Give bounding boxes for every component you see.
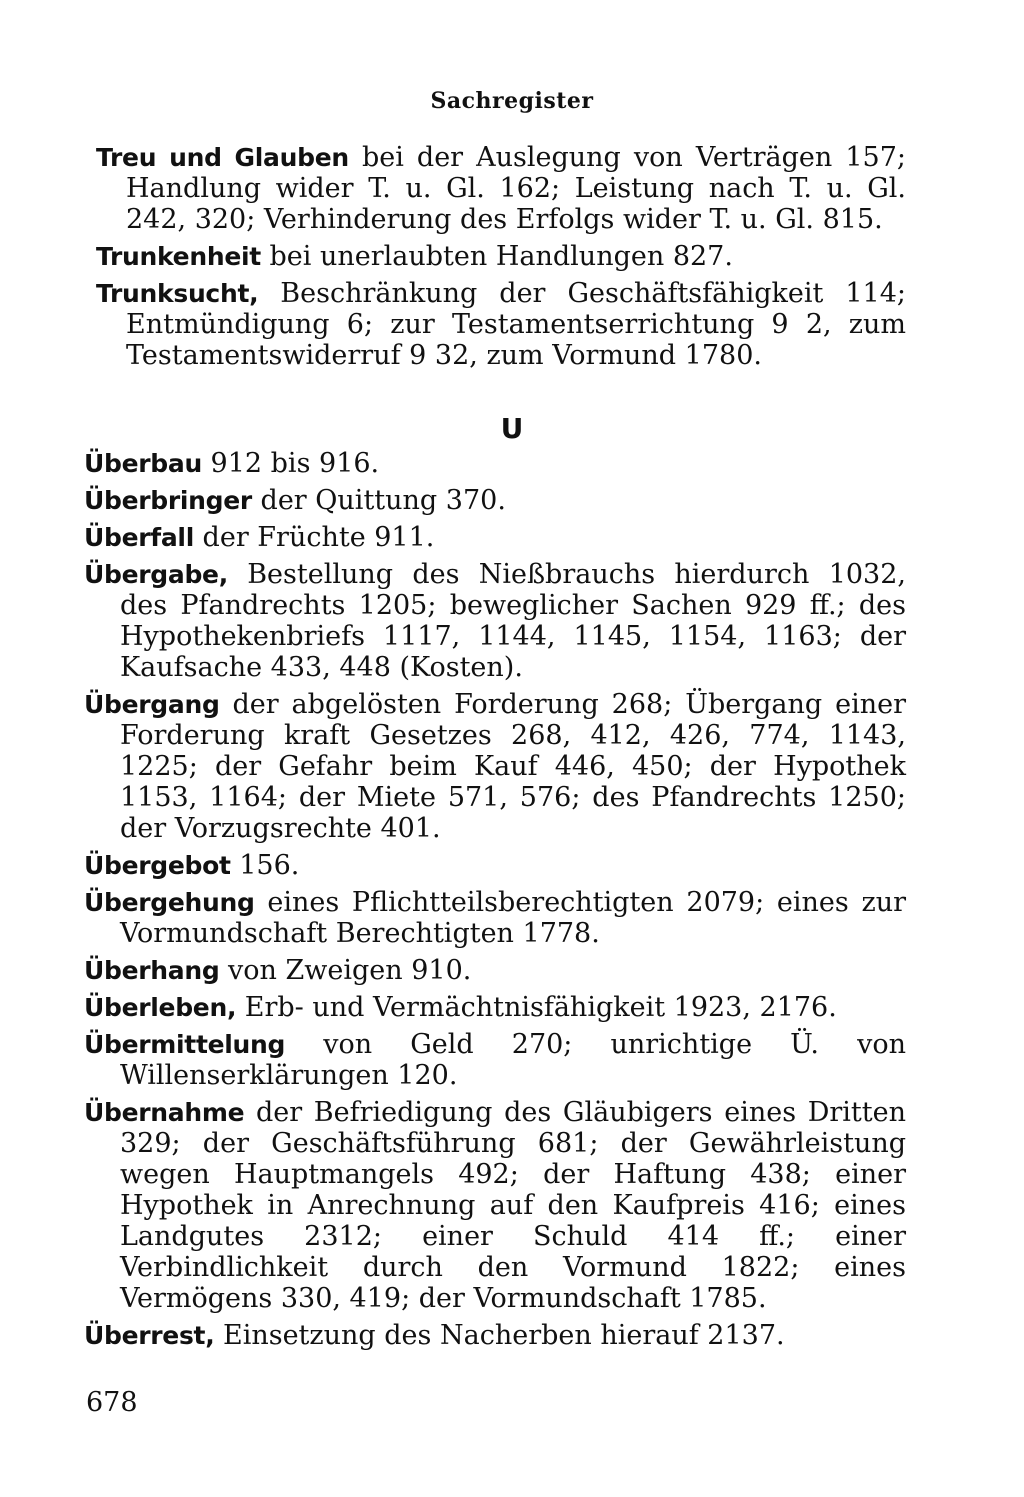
index-entry: [96, 142, 906, 235]
entry-references: der Befriedigung des Gläubigers eines Dritten 329; der Geschäftsführung 681; der Gewährleistung wegen Hauptmangels 492; der Haftung 438; einer Hypothek in Anrechnung auf den Kaufpreis 416; eines Landgutes 2312; einer Schuld 414 ff.; einer Verbindlichkeit durch den Vormund 1822; eines Vermögens 330, 419; der Vormundschaft 1785.: [120, 1097, 906, 1314]
running-head: Sachregister: [430, 88, 594, 114]
index-entry: [84, 485, 906, 516]
index-entry: [96, 278, 906, 371]
entry-headword: Überbringer: [84, 486, 252, 515]
index-entry: [84, 559, 906, 683]
entry-headword: Überbau: [84, 449, 202, 478]
entry-references: bei der Auslegung von Verträgen 157; Handlung wider T. u. Gl. 162; Leistung nach T. u. Gl. 242, 320; Verhinderung des Erfolgs wider T. u. Gl. 815.: [126, 142, 906, 235]
entry-references: 156.: [230, 850, 300, 881]
index-entry: [84, 522, 906, 553]
entry-references: Beschränkung der Geschäftsfähigkeit 114; Entmündigung 6; zur Testamentserrichtung 9 2, zum Testamentswiderruf 9 32, zum Vormund 1780.: [126, 278, 906, 371]
entry-headword: Überfall: [84, 523, 194, 552]
entry-headword: Übergabe,: [84, 560, 228, 589]
entry-headword: Trunkenheit: [96, 242, 261, 271]
entry-references: eines Pflichtteilsberechtigten 2079; eines zur Vormundschaft Berechtigten 1778.: [120, 887, 906, 949]
index-entry: [84, 689, 906, 844]
entry-references: Erb- und Vermächtnisfähigkeit 1923, 2176.: [236, 992, 837, 1023]
entry-references: von Zweigen 910.: [219, 955, 472, 986]
entry-references: 912 bis 916.: [201, 448, 380, 479]
index-entry: [84, 1320, 906, 1351]
entry-headword: Übergebot: [84, 851, 231, 880]
entry-headword: Überleben,: [84, 993, 237, 1022]
index-entry: [84, 992, 906, 1023]
entry-references: Einsetzung des Nacherben hierauf 2137.: [214, 1320, 785, 1351]
entry-headword: Überhang: [84, 956, 220, 985]
index-entry: [84, 850, 906, 881]
index-block-u: [84, 448, 906, 1357]
entry-headword: Überrest,: [84, 1321, 215, 1350]
entry-headword: Übernahme: [84, 1098, 245, 1127]
entry-references: der abgelösten Forderung 268; Übergang einer Forderung kraft Gesetzes 268, 412, 426, 774, 1143, 1225; der Gefahr beim Kauf 446, 450; der Hypothek 1153, 1164; der Miete 571, 576; des Pfandrechts 1250; der Vorzugsrechte 401.: [120, 689, 906, 844]
entry-references: bei unerlaubten Handlungen 827.: [260, 241, 733, 272]
entry-references: der Quittung 370.: [251, 485, 506, 516]
index-entry: [84, 448, 906, 479]
index-block-t: [84, 142, 906, 377]
entry-headword: Übergehung: [84, 888, 255, 917]
entry-headword: Trunksucht,: [96, 279, 259, 308]
index-entry: [84, 887, 906, 949]
index-entry: [84, 1029, 906, 1091]
entry-references: von Geld 270; unrichtige Ü. von Willenserklärungen 120.: [120, 1029, 906, 1091]
section-letter: U: [500, 412, 524, 445]
entry-headword: Übermittelung: [84, 1030, 286, 1059]
index-entry: [84, 1097, 906, 1314]
entry-references: Bestellung des Nießbrauchs hierdurch 1032, des Pfandrechts 1205; beweglicher Sachen 929 ff.; des Hypothekenbriefs 1117, 1144, 1145, 1154, 1163; der Kaufsache 433, 448 (Kosten).: [120, 559, 906, 683]
index-entry: [84, 955, 906, 986]
index-entry: [96, 241, 906, 272]
entry-headword: Treu und Glauben: [96, 143, 349, 172]
entry-headword: Übergang: [84, 690, 220, 719]
entry-references: der Früchte 911.: [193, 522, 435, 553]
page-number: 678: [86, 1387, 138, 1418]
